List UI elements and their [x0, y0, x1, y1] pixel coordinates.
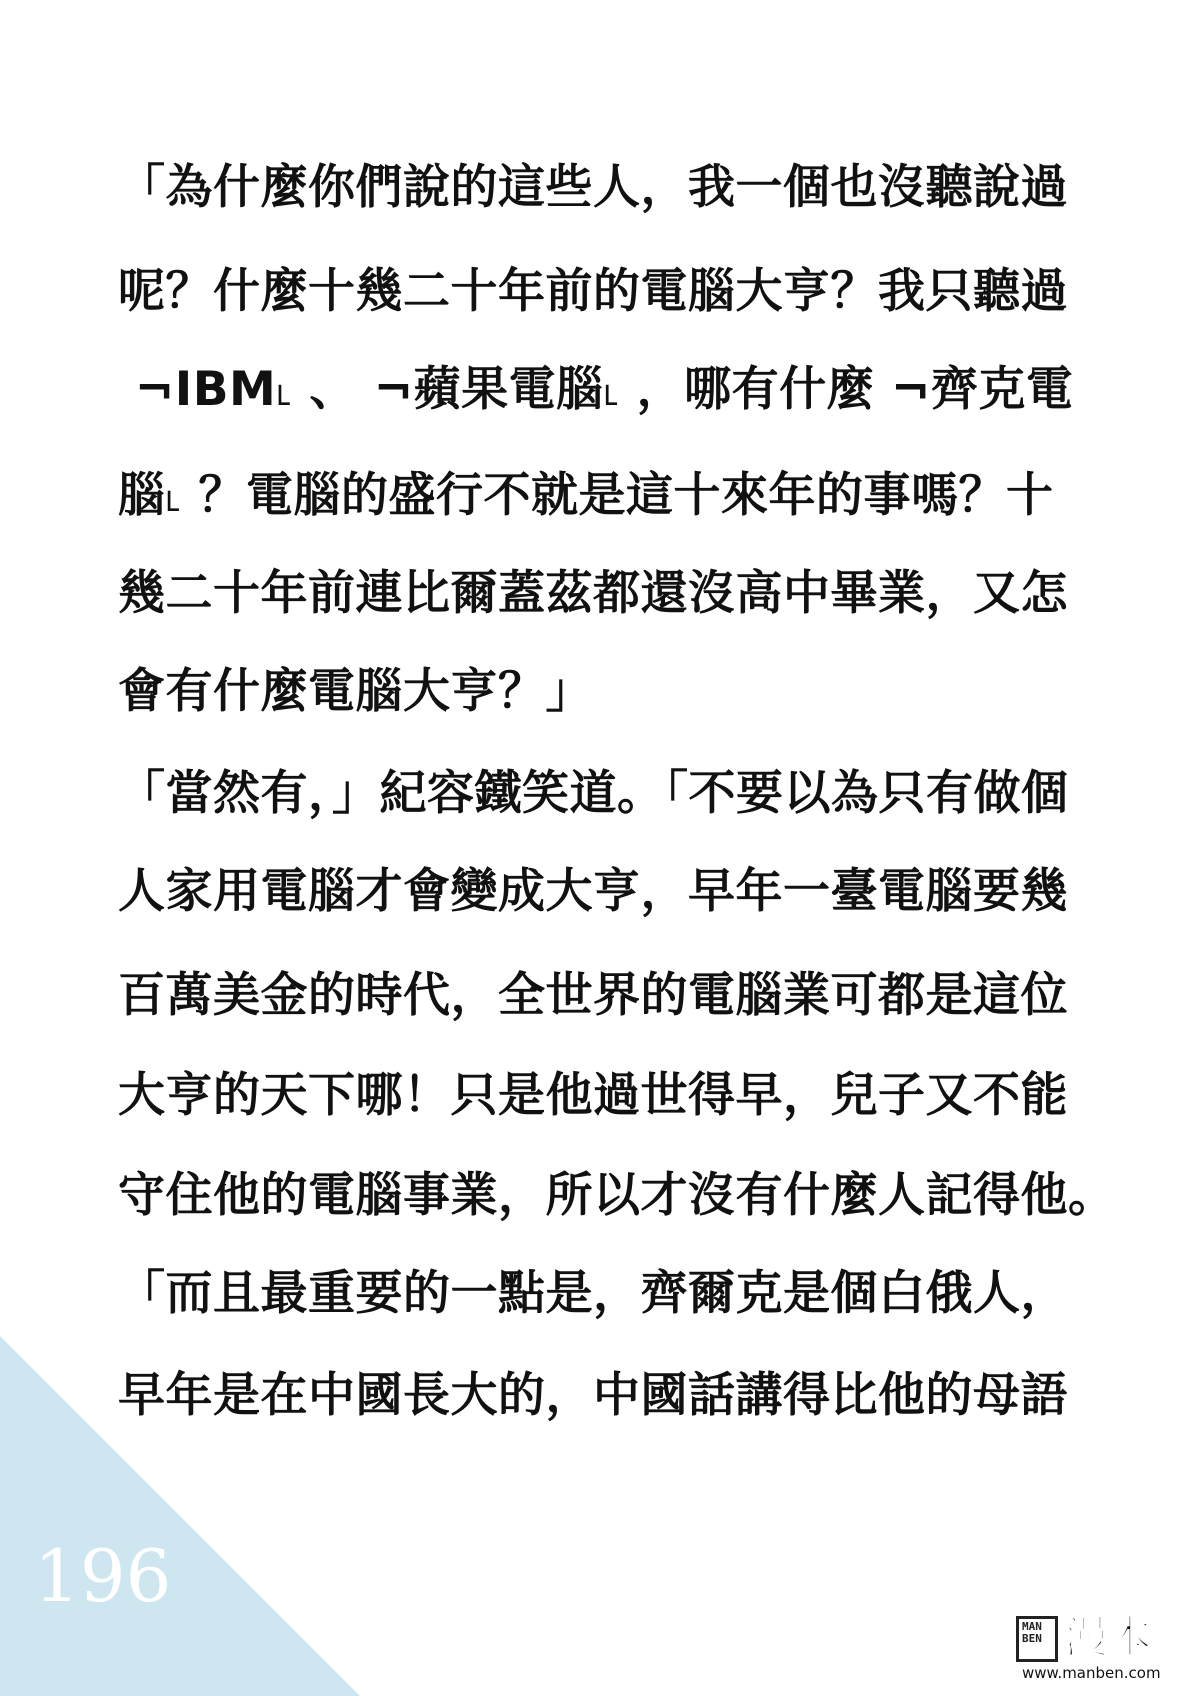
text-line: 會有什麼電腦大亨？」 — [118, 664, 593, 719]
watermark-box-text: MAN BEN — [1022, 1620, 1042, 1645]
text-line: 早年是在中國長大的，中國話講得比他的母語 — [118, 1368, 1068, 1423]
watermark-url: www.manben.com — [1022, 1664, 1161, 1682]
text-line: 「當然有，」紀容鐵笑道。「不要以為只有做個 — [118, 766, 1069, 821]
text-line: 人家用電腦才會變成大亨，早年一臺電腦要幾 — [118, 864, 1068, 919]
text-line: 腦˪ ？電腦的盛行不就是這十來年的事嗎？十 — [118, 468, 1054, 523]
text-line: 「為什麼你們說的這些人，我一個也沒聽說過 — [118, 160, 1068, 215]
text-line: 大亨的天下哪！只是他過世得早，兒子又不能 — [118, 1068, 1068, 1123]
text-line: 守住他的電腦事業，所以才沒有什麼人記得他。 — [118, 1168, 1116, 1223]
text-line: 呢？什麼十幾二十年前的電腦大亨？我只聽過 — [118, 264, 1068, 319]
text-line: ¬IBM˪ 、 ¬蘋果電腦˪ ，哪有什麼 ¬齊克電 — [118, 362, 1074, 417]
watermark-box — [1016, 1616, 1058, 1662]
page-number: 196 — [34, 1534, 172, 1618]
watermark-main-text: 漫本 — [1064, 1612, 1152, 1663]
text-line: 百萬美金的時代，全世界的電腦業可都是這位 — [118, 968, 1068, 1023]
watermark-logo — [1016, 1612, 1186, 1684]
text-line: 「而且最重要的一點是，齊爾克是個白俄人， — [118, 1266, 1068, 1321]
text-line: 幾二十年前連比爾蓋茲都還沒高中畢業，又怎 — [118, 566, 1068, 621]
